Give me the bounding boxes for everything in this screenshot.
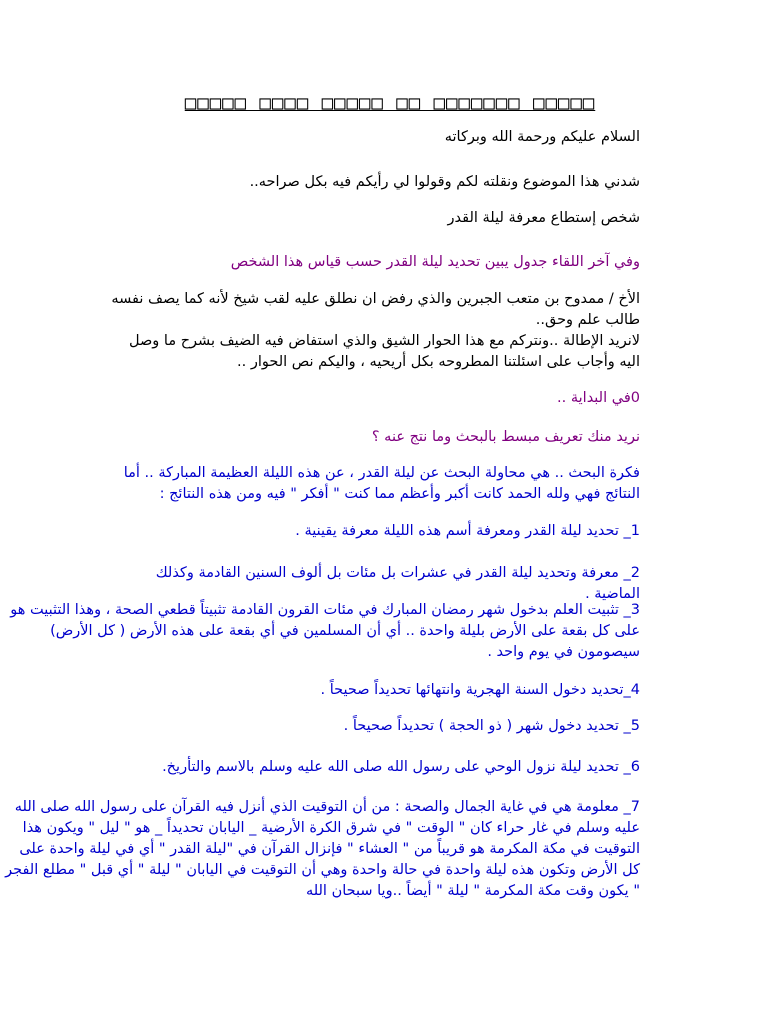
greeting-paragraph: السلام عليكم ورحمة الله وبركاته [444,129,640,145]
table-note-paragraph: وفي آخر اللقاء جدول يبين تحديد ليلة القدر حسب قياس هذا الشخص [230,254,640,270]
result-item-5: 5_ تحديد دخول شهر ( ذو الحجة ) تحديداً صحيحاً . [343,718,640,734]
subject-paragraph: شخص إستطاع معرفة ليلة القدر [447,210,640,226]
result-item-6: 6_ تحديد ليلة نزول الوحي على رسول الله صلى الله عليه وسلم بالاسم والتأريخ. [162,759,640,775]
result-item-3: 3_ تثبيت العلم بدخول شهر رمضان المبارك في مئات القرون القادمة تثبيتاً قطعي الصحة ، وهذا التثبيت هو على كل بقعة على الأرض بليلة واحدة .. أي أن المسلمين في أي بقعة على هذه الأرض ( كل الأرض) سيصومون في يوم واحد . [10,602,640,660]
result-item-2: 2_ معرفة وتحديد ليلة القدر في عشرات بل مئات بل ألوف السنين القادمة وكذلك الماضية . [155,565,640,602]
result-item-4: 4_تحديد دخول السنة الهجرية وانتهائها تحديداً صحيحاً . [320,682,640,698]
beginning-heading: 0في البداية .. [557,390,640,406]
answer-paragraph: فكرة البحث .. هي محاولة البحث عن ليلة القدر ، عن هذه الليلة العظيمة المباركة .. أما النتائج فهي ولله الحمد كانت أكبر وأعظم مما كنت " أفكر " فيه ومن هذه النتائج : [123,465,640,502]
document-title: □□□□□ □□□□ □□□□□ □□ □□□□□□□ □□□□□ [184,92,596,114]
intro-paragraph: شدني هذا الموضوع ونقلته لكم وقولوا لي رأيكم فيه بكل صراحه.. [249,174,640,190]
author-paragraph: الأخ / ممدوح بن متعب الجبرين والذي رفض ان نطلق عليه لقب شيخ لأنه كما يصف نفسه طالب علم وحق.. [111,291,640,328]
question-paragraph: نريد منك تعريف مبسط بالبحث وما نتج عنه ؟ [371,429,640,445]
preface-paragraph: لانريد الإطالة ..ونتركم مع هذا الحوار الشيق والذي استفاض فيه الضيف بشرح ما وصل اليه وأجاب على اسئلتنا المطروحه بكل أريحيه ، واليكم نص الحوار .. [129,333,640,370]
result-item-7: 7_ معلومة هي في غاية الجمال والصحة : من أن التوقيت الذي أنزل فيه القرآن على رسول الله صلى الله عليه وسلم في غار حراء كان " الوقت " في شرق الكرة الأرضية _ اليابان تحديداً _ هو " ليل " ويكون هذا التوقيت في مكة المكرمة هو قريباً من " العشاء " فإنزال القرآن في "ليلة القدر " أي في ليلة واحدة على كل الأرض وتكون هذه ليلة واحدة في حالة واحدة وهي أن التوقيت في اليابان " ليلة " أي قبل " مطلع الفجر " يكون وقت مكة المكرمة " ليلة " أيضاً ..ويا سبحان الله [5,799,640,899]
result-item-1: 1_ تحديد ليلة القدر ومعرفة أسم هذه الليلة معرفة يقينية . [295,523,640,539]
